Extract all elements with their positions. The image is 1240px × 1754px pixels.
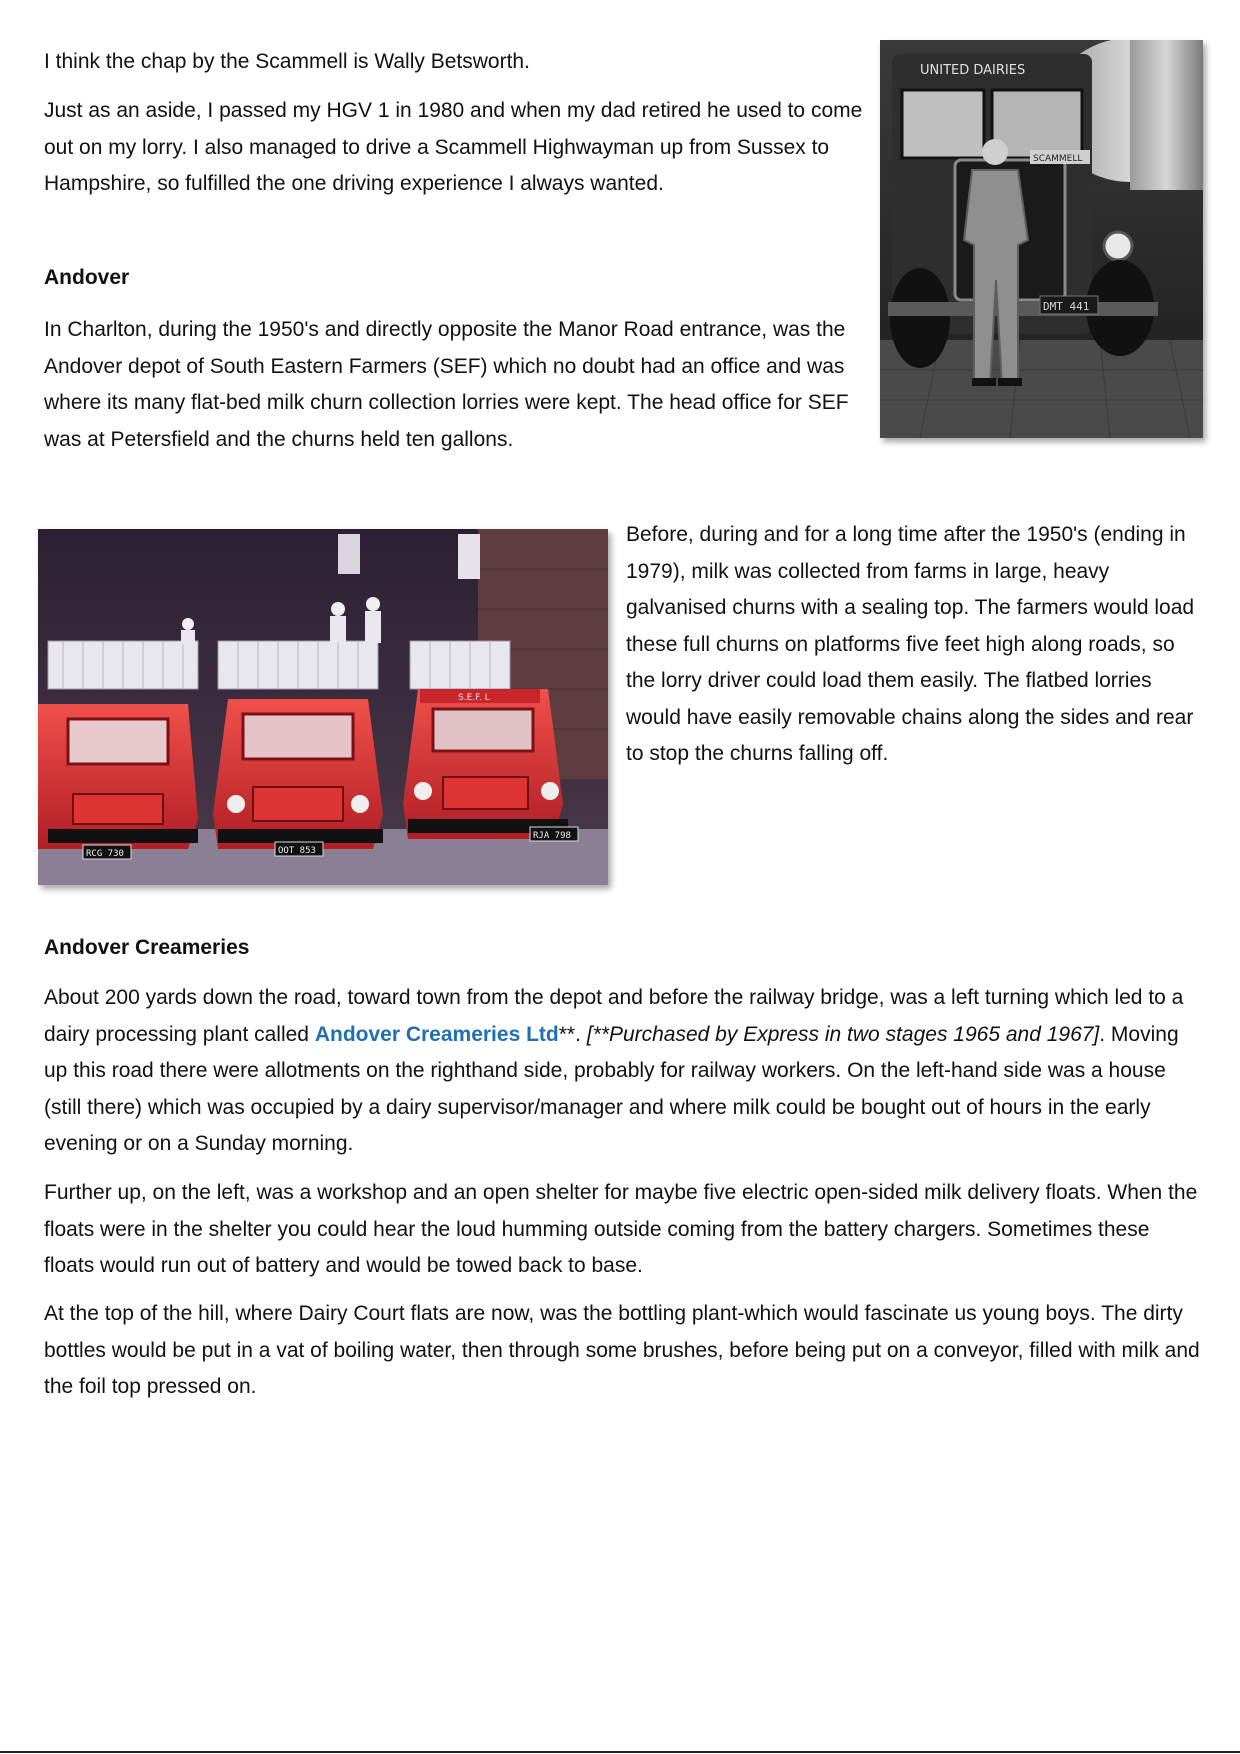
sef-sign: S.E.F. L <box>458 693 490 703</box>
paragraph-wally: I think the chap by the Scammell is Wally Betsworth. <box>44 50 530 73</box>
creameries-text-after: . Moving up this road there were allotments on the righthand side, probably for railway workers. On the left-hand side was a house (still there) which was occupied by a dairy supervisor/manager and where milk could be bought out of hours in the early evening or on a Sunday morning. <box>44 1022 1179 1155</box>
creameries-text-before: About 200 yards down the road, toward town from the depot and before the railway bridge, was a left turning which led to a dairy processing plant called <box>44 986 1184 1046</box>
photo-sef-lorries <box>38 529 608 885</box>
photo-scammell-lorry <box>880 40 1203 438</box>
scammell-photo-image <box>880 40 1203 438</box>
andover-creameries-link[interactable]: Andover Creameries Ltd <box>314 1022 559 1046</box>
paragraph-charlton: In Charlton, during the 1950's and directly opposite the Manor Road entrance, was the Andover depot of South Eastern Farmers (SEF) which no doubt had an office and was where its many flat-bed milk churn collection lorries were kept. The head office for SEF was at Petersfield and the churns held ten gallons. <box>44 318 849 451</box>
heading-andover: Andover <box>44 266 130 289</box>
creameries-stars: **. <box>558 1022 587 1046</box>
scammell-badge: SCAMMELL <box>1033 154 1083 164</box>
united-dairies-sign: UNITED DAIRIES <box>920 63 1026 78</box>
paragraph-floats: Further up, on the left, was a workshop and an open shelter for maybe five electric open-sided milk delivery floats. When the floats were in the shelter you could hear the loud humming outside coming from the battery chargers. Sometimes these floats would run out of battery and would be towed back to base. <box>44 1181 1198 1277</box>
licence-plate-dmt441: DMT 441 <box>1043 300 1090 313</box>
page-bottom-border <box>0 1751 1240 1753</box>
heading-andover-creameries: Andover Creameries <box>44 936 250 959</box>
plate-rcg730: RCG 730 <box>86 849 124 859</box>
sef-lorries-image <box>38 529 608 885</box>
paragraph-churns: Before, during and for a long time after the 1950's (ending in 1979), milk was collected from farms in large, heavy galvanised churns with a sealing top. The farmers would load these full churns on platforms five feet high along roads, so the lorry driver could load them easily. The flatbed lorries would have easily removable chains along the sides and rear to stop the churns falling off. <box>626 523 1195 765</box>
paragraph-hgv: Just as an aside, I passed my HGV 1 in 1980 and when my dad retired he used to come out on my lorry. I also managed to drive a Scammell Highwayman up from Sussex to Hampshire, so fulfilled the one driving experience I always wanted. <box>44 99 863 195</box>
creameries-purchase-note: [**Purchased by Express in two stages 1965 and 1967] <box>586 1022 1100 1046</box>
plate-rja798: RJA 798 <box>533 831 571 841</box>
paragraph-creameries <box>44 980 1204 1163</box>
plate-oot853: OOT 853 <box>278 846 316 856</box>
paragraph-bottling: At the top of the hill, where Dairy Court flats are now, was the bottling plant-which would fascinate us young boys. The dirty bottles would be put in a vat of boiling water, then through some brushes, before being put on a conveyor, filled with milk and the foil top pressed on. <box>44 1302 1200 1398</box>
